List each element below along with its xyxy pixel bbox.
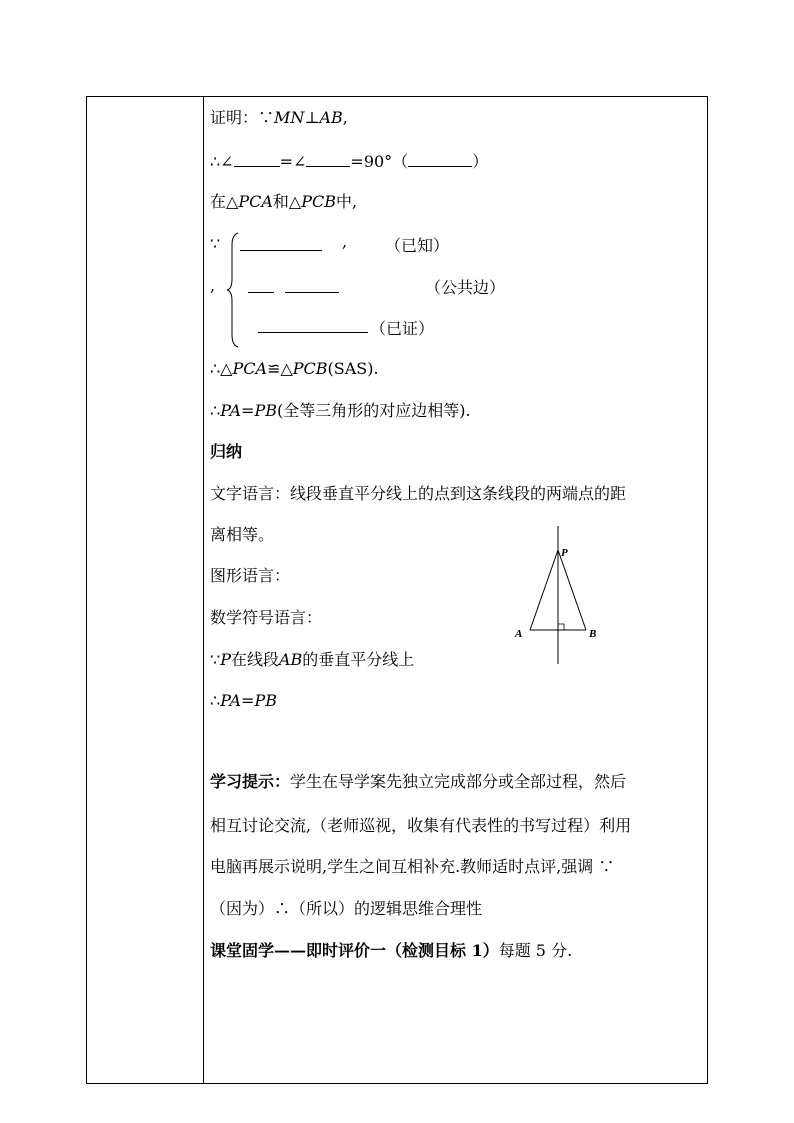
segment-ab: AB (319, 108, 343, 127)
conclusion-reason: (全等三角形的对应边相等). (276, 401, 471, 420)
label-a: A (515, 628, 523, 640)
condition-1-note: （已知） (385, 236, 450, 255)
perp-symbol: ⊥ (304, 108, 320, 127)
tips-line-2: 相互讨论交流,（老师巡视，收集有代表性的书写过程）利用 (210, 816, 632, 835)
proof-line-2 (210, 152, 488, 172)
pa-equals-pb: PA=PB (220, 401, 277, 420)
practice-tail: 每题 5 分. (498, 941, 573, 960)
comma-text: , (210, 276, 216, 295)
conclusion-line (210, 401, 471, 421)
comma-after-blank: , (342, 232, 348, 251)
practice-label: 课堂固学——即时评价一（检测目标 1） (210, 941, 499, 960)
fill-blank-condition-2a[interactable] (248, 278, 274, 293)
tips-line-1 (210, 772, 626, 792)
tips-line-4: （因为）∴（所以）的逻辑思维合理性 (210, 899, 483, 918)
proof-text: 在△ (210, 192, 239, 211)
proof-line-3 (210, 192, 357, 212)
segment-pa (530, 550, 558, 630)
perpendicular-bisector-figure (508, 524, 608, 666)
because-symbol: ∵ (210, 650, 221, 669)
right-angle-icon (558, 624, 564, 630)
fill-blank-angle-1[interactable] (234, 152, 280, 167)
condition-3-note: （已证） (370, 319, 435, 338)
proof-text: 和△ (272, 192, 302, 211)
fill-blank-condition-1[interactable] (240, 236, 322, 251)
because-text: ∵ (210, 234, 221, 253)
tips-text: 学生在导学案先独立完成部分或全部过程，然后 (290, 772, 627, 791)
label-b: B (589, 628, 597, 640)
proof-text: 中, (335, 192, 358, 211)
fill-blank-reason[interactable] (408, 152, 472, 167)
close-paren: ） (472, 152, 489, 171)
summary-heading: 归纳 (210, 442, 243, 461)
proof-line-1 (210, 108, 348, 128)
fill-blank-condition-2b[interactable] (285, 278, 339, 293)
therefore-symbol: ∴ (210, 401, 221, 420)
label-p: P (561, 547, 568, 559)
column-divider (203, 97, 204, 1083)
equals-angle: =∠ (279, 152, 307, 171)
proof-text: 证明：∵ (210, 108, 275, 127)
sas-reason: (SAS). (327, 359, 379, 378)
fill-blank-condition-3[interactable] (258, 318, 368, 333)
segment-ab: AB (278, 650, 303, 669)
triangle-pca: PCA (238, 192, 273, 211)
punct: , (342, 108, 348, 127)
therefore-angle: ∴∠ (210, 152, 234, 171)
graphic-language-label: 图形语言： (210, 566, 291, 585)
condition-2-note: （公共边） (425, 278, 506, 297)
triangle-pcb: PCB (292, 359, 328, 378)
comma-symbol (210, 276, 215, 296)
point-p: P (220, 650, 231, 669)
symbol-language-label: 数学符号语言： (210, 608, 323, 627)
pa-equals-pb: PA=PB (220, 691, 277, 710)
because-symbol (210, 234, 220, 254)
triangle-pcb: PCB (301, 192, 336, 211)
tips-label: 学习提示： (210, 772, 291, 791)
triangle-pca: PCA (232, 359, 268, 378)
tips-line-3: 电脑再展示说明,学生之间互相补充.教师适时点评,强调 ∵ (210, 857, 615, 876)
proof-text: ∴△ (210, 359, 233, 378)
fill-blank-angle-2[interactable] (306, 152, 350, 167)
congruence-line (210, 359, 379, 379)
ninety-degrees: =90°（ (350, 152, 409, 171)
symbol-text: 的垂直平分线上 (302, 650, 415, 669)
left-brace-icon (226, 231, 240, 349)
symbol-line-2 (210, 691, 277, 711)
text-language-line-1: 文字语言：线段垂直平分线上的点到这条线段的两端点的距 (210, 484, 627, 503)
practice-line (210, 941, 572, 961)
symbol-text: 在线段 (230, 650, 279, 669)
text-language-line-2: 离相等。 (210, 525, 275, 544)
segment-mn: MN (274, 108, 305, 127)
congruent-symbol: ≌△ (267, 359, 293, 378)
therefore-symbol: ∴ (210, 691, 221, 710)
symbol-line-1 (210, 650, 414, 670)
segment-pb (558, 550, 586, 630)
